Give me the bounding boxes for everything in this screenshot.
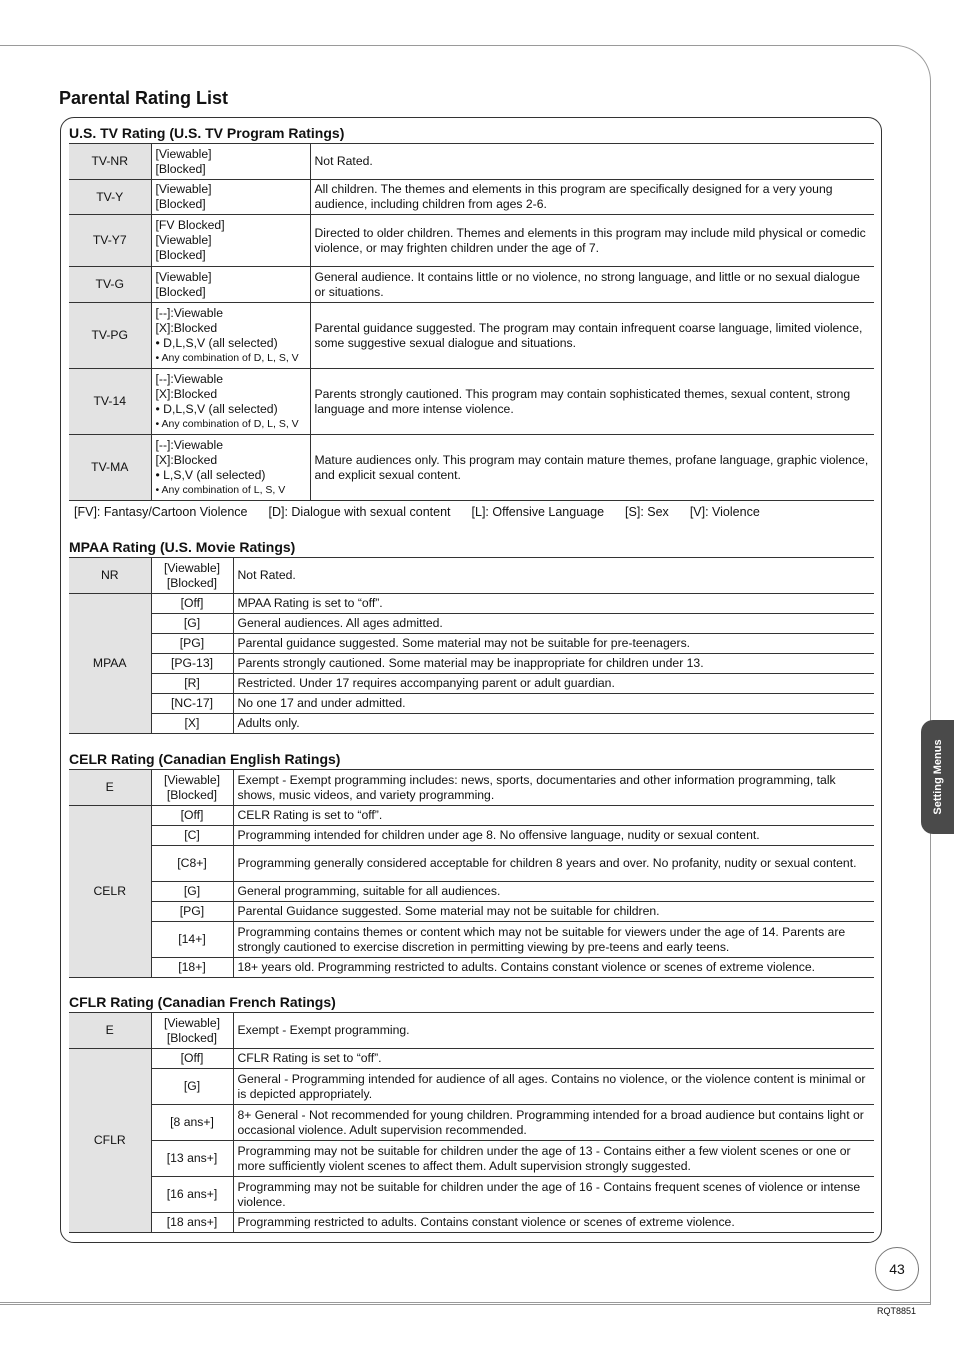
cflr-section: [69, 992, 874, 1233]
option-line: [--]:Viewable: [155, 437, 224, 452]
rating-option: [18+]: [151, 958, 233, 978]
table-row: [69, 1013, 874, 1049]
legend-item: [D]: Dialogue with sexual content: [268, 505, 451, 519]
option-line: [Blocked]: [155, 197, 206, 211]
option-line: [X]:Blocked: [155, 386, 218, 401]
option-line: • D,L,S,V (all selected): [155, 401, 278, 416]
rating-option: [C8+]: [151, 846, 233, 882]
option-line: [--]:Viewable: [155, 305, 224, 320]
option-note: • Any combination of D, L, S, V: [155, 417, 299, 430]
table-row: [69, 1049, 874, 1069]
rating-code: E: [69, 770, 151, 806]
rating-description: Parental guidance suggested. Some material may not be suitable for pre-teenagers.: [233, 634, 874, 654]
option-line: [--]:Viewable: [155, 371, 224, 386]
rating-description: MPAA Rating is set to “off”.: [233, 594, 874, 614]
rating-description: General audience. It contains little or no violence, no strong language, and little or no sexual dialogue or situations.: [310, 267, 874, 303]
table-row: [69, 267, 874, 303]
table-row: [69, 922, 874, 958]
rating-description: 18+ years old. Programming restricted to adults. Contains constant violence or scenes of extreme violence.: [233, 958, 874, 978]
rating-code: TV-NR: [69, 144, 151, 180]
table-row: [69, 806, 874, 826]
table-row: [69, 303, 874, 369]
page-title: Parental Rating List: [59, 88, 229, 108]
table-row: [69, 958, 874, 978]
rating-description: CFLR Rating is set to “off”.: [233, 1049, 874, 1069]
rating-options: [151, 215, 310, 267]
legend-item: [S]: Sex: [625, 505, 669, 519]
table-row: [69, 1213, 874, 1233]
rating-description: Parental Guidance suggested. Some material may not be suitable for children.: [233, 902, 874, 922]
table-row: [69, 1105, 874, 1141]
us-tv-section: [69, 123, 874, 519]
option-note: • Any combination of L, S, V: [155, 483, 286, 496]
rating-description: Programming intended for children under age 8. No offensive language, nudity or sexual content.: [233, 826, 874, 846]
option-line: [Viewable]: [163, 560, 220, 575]
option-line: [Blocked]: [155, 284, 206, 299]
table-row: [69, 654, 874, 674]
table-row: [69, 694, 874, 714]
rating-description: Adults only.: [233, 714, 874, 734]
option-line: [Blocked]: [155, 161, 206, 176]
rating-options: [151, 369, 310, 435]
rating-option: [PG]: [151, 902, 233, 922]
table-row: [69, 902, 874, 922]
rating-options: [151, 770, 233, 806]
rating-option: [PG]: [151, 634, 233, 654]
document-code: RQT8851: [877, 1306, 917, 1316]
rating-description: Programming restricted to adults. Contains constant violence or scenes of extreme violence.: [233, 1213, 874, 1233]
rating-code: TV-14: [69, 369, 151, 435]
group-code: CELR: [69, 806, 151, 978]
rating-description: Mature audiences only. This program may contain mature themes, profane language, graphic violence, and explicit sexual content.: [310, 435, 874, 501]
page-number: 43: [875, 1247, 919, 1291]
rating-option: [R]: [151, 674, 233, 694]
rating-option: [G]: [151, 614, 233, 634]
rating-description: Not Rated.: [233, 558, 874, 594]
table-row: [69, 144, 874, 180]
mpaa-table: [69, 557, 874, 734]
rating-code: TV-MA: [69, 435, 151, 501]
table-row: [69, 826, 874, 846]
option-line: [Blocked]: [155, 248, 206, 262]
rating-code: TV-Y: [69, 180, 151, 215]
us-tv-table: [69, 143, 874, 501]
rating-code: E: [69, 1013, 151, 1049]
rating-description: Programming may not be suitable for children under the age of 13 - Contains either a few violent scenes or one or more sufficiently violent scenes to affect them. Adult supervision strongly suggested.: [233, 1141, 874, 1177]
rating-description: Parents strongly cautioned. Some material may be inappropriate for children under 13.: [233, 654, 874, 674]
rating-option: [PG-13]: [151, 654, 233, 674]
group-code: MPAA: [69, 594, 151, 734]
table-row: [69, 770, 874, 806]
rating-description: Exempt - Exempt programming includes: news, sports, documentaries and other information programming, talk shows, music videos, and variety programming.: [233, 770, 874, 806]
rating-option: [13 ans+]: [151, 1141, 233, 1177]
table-row: [69, 1141, 874, 1177]
celr-title: CELR Rating (Canadian English Ratings): [69, 751, 341, 767]
rating-description: General - Programming intended for audience of all ages. Contains no violence, or the violence content is minimal or is depicted appropriately.: [233, 1069, 874, 1105]
celr-table: [69, 769, 874, 978]
rating-description: Restricted. Under 17 requires accompanying parent or adult guardian.: [233, 674, 874, 694]
page-frame-bottom: [0, 1302, 930, 1303]
rating-option: [C]: [151, 826, 233, 846]
rating-options: [151, 558, 233, 594]
rating-description: Parents strongly cautioned. This program may contain sophisticated themes, sexual content, strong language and more intense violence.: [310, 369, 874, 435]
option-line: [Viewable]: [163, 1015, 220, 1030]
table-row: [69, 634, 874, 654]
rating-description: Not Rated.: [310, 144, 874, 180]
option-line: [FV Blocked]: [155, 218, 225, 232]
rating-option: [16 ans+]: [151, 1177, 233, 1213]
rating-description: No one 17 and under admitted.: [233, 694, 874, 714]
rating-description: General audiences. All ages admitted.: [233, 614, 874, 634]
legend-item: [V]: Violence: [689, 505, 760, 519]
us-tv-title: U.S. TV Rating (U.S. TV Program Ratings): [69, 125, 345, 141]
rating-code: TV-G: [69, 267, 151, 303]
rating-option: [G]: [151, 882, 233, 902]
rating-description: Programming may not be suitable for children under the age of 16 - Contains frequent scenes of violence or intense violence.: [233, 1177, 874, 1213]
option-line: [X]:Blocked: [155, 320, 218, 335]
table-row: [69, 369, 874, 435]
table-row: [69, 1177, 874, 1213]
rating-option: [Off]: [151, 1049, 233, 1069]
table-row: [69, 1069, 874, 1105]
rating-description: Programming contains themes or content which may not be suitable for viewers under the age of 14. Parents are strongly cautioned to exercise discretion in permitting viewing by pre-teens and early teens.: [233, 922, 874, 958]
option-line: [Viewable]: [155, 233, 212, 247]
option-line: • D,L,S,V (all selected): [155, 335, 278, 350]
rating-options: [151, 267, 310, 303]
rating-description: 8+ General - Not recommended for young children. Programming intended for a broad audience but contains light or occasional violence. Adult supervision recommended.: [233, 1105, 874, 1141]
option-line: [X]:Blocked: [155, 452, 218, 467]
rating-option: [X]: [151, 714, 233, 734]
rating-option: [Off]: [151, 806, 233, 826]
rating-option: [14+]: [151, 922, 233, 958]
table-row: [69, 594, 874, 614]
side-tab-label: Setting Menus: [931, 739, 944, 815]
rating-option: [Off]: [151, 594, 233, 614]
cflr-table: [69, 1012, 874, 1233]
rating-options: [151, 1013, 233, 1049]
table-row: [69, 882, 874, 902]
table-row: [69, 435, 874, 501]
side-tab-setting-menus: [921, 720, 954, 834]
mpaa-title: MPAA Rating (U.S. Movie Ratings): [69, 539, 296, 555]
legend-item: [FV]: Fantasy/Cartoon Violence: [74, 505, 248, 519]
option-line: [Blocked]: [166, 787, 218, 802]
rating-options: [151, 303, 310, 369]
cflr-title: CFLR Rating (Canadian French Ratings): [69, 994, 336, 1010]
us-tv-legend: [69, 505, 874, 519]
rating-code: TV-Y7: [69, 215, 151, 267]
rating-option: [8 ans+]: [151, 1105, 233, 1141]
rating-options: [151, 180, 310, 215]
table-row: [69, 614, 874, 634]
option-note: • Any combination of D, L, S, V: [155, 351, 299, 364]
table-row: [69, 714, 874, 734]
option-line: [Viewable]: [155, 269, 212, 284]
option-line: [Viewable]: [155, 182, 212, 196]
rating-options: [151, 435, 310, 501]
rating-description: Parental guidance suggested. The program may contain infrequent coarse language, limited violence, some suggestive sexual dialogue and situations.: [310, 303, 874, 369]
rating-description: All children. The themes and elements in this program are specifically designed for a very young audience, including children from ages 2-6.: [310, 180, 874, 215]
rating-option: [NC-17]: [151, 694, 233, 714]
rating-option: [G]: [151, 1069, 233, 1105]
option-line: [Blocked]: [166, 1030, 218, 1045]
rating-description: General programming, suitable for all audiences.: [233, 882, 874, 902]
rating-code: TV-PG: [69, 303, 151, 369]
table-row: [69, 846, 874, 882]
mpaa-section: [69, 537, 874, 734]
table-row: [69, 674, 874, 694]
rating-description: CELR Rating is set to “off”.: [233, 806, 874, 826]
celr-section: [69, 749, 874, 978]
rating-options: [151, 144, 310, 180]
rating-description: Programming generally considered acceptable for children 8 years and over. No profanity, nudity or sexual content.: [233, 846, 874, 882]
rating-code: NR: [69, 558, 151, 594]
option-line: [Viewable]: [155, 146, 212, 161]
group-code: CFLR: [69, 1049, 151, 1233]
rating-description: Exempt - Exempt programming.: [233, 1013, 874, 1049]
table-row: [69, 558, 874, 594]
legend-item: [L]: Offensive Language: [471, 505, 605, 519]
table-row: [69, 215, 874, 267]
option-line: • L,S,V (all selected): [155, 467, 266, 482]
rating-description: Directed to older children. Themes and elements in this program may include mild physical or comedic violence, or may frighten children under the age of 7.: [310, 215, 874, 267]
rating-option: [18 ans+]: [151, 1213, 233, 1233]
option-line: [Blocked]: [166, 575, 218, 590]
table-row: [69, 180, 874, 215]
option-line: [Viewable]: [163, 772, 220, 787]
